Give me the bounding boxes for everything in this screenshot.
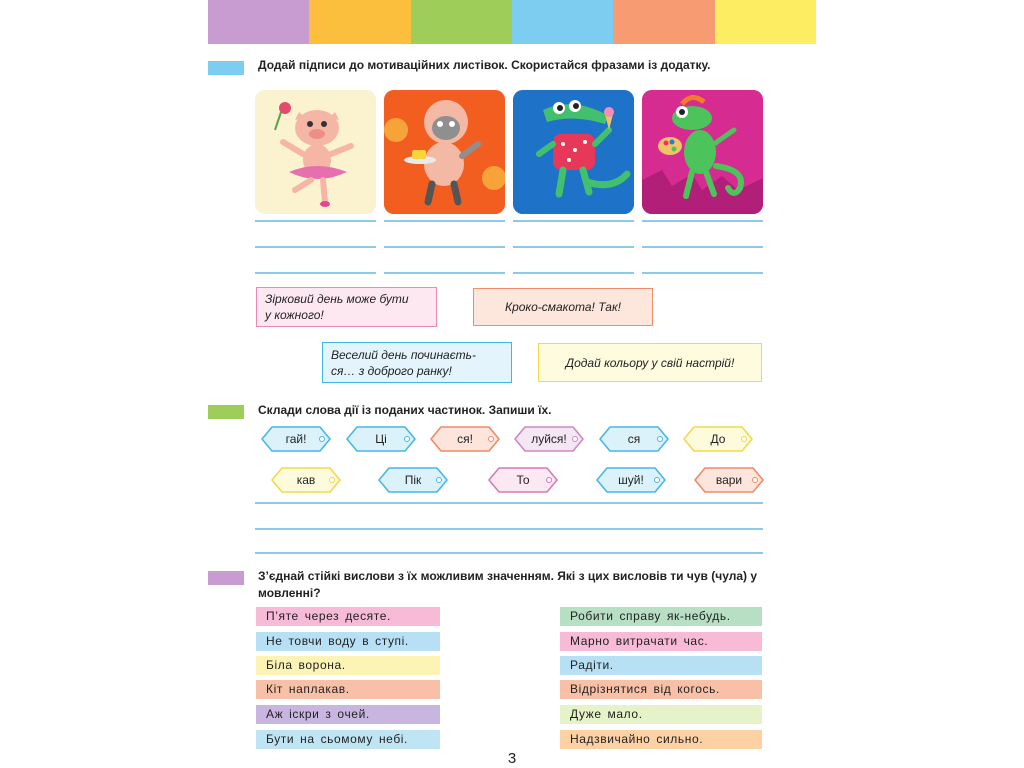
stripe xyxy=(411,0,512,44)
writing-line[interactable] xyxy=(255,246,376,248)
phrase-text: Кроко-смакота! Так! xyxy=(505,300,621,314)
writing-line[interactable] xyxy=(384,246,505,248)
phrase-text: Зірковий день може бути у кожного! xyxy=(265,292,409,322)
syllable-tag xyxy=(595,466,667,494)
phrase-text: Веселий день починаєть- ся… з доброго ранку! xyxy=(331,347,476,378)
syllable-tag xyxy=(693,466,765,494)
syllable-text: кав xyxy=(296,473,316,487)
task2-instruction: Склади слова дії із поданих частинок. Запиши їх. xyxy=(258,403,552,417)
syllable-text: Ці xyxy=(375,432,387,446)
idiom-box[interactable]: Не товчи воду в ступі. xyxy=(256,632,440,651)
pig-ballerina-illustration xyxy=(255,90,376,214)
writing-line[interactable] xyxy=(642,272,763,274)
color-stripe-header xyxy=(208,0,816,44)
stripe xyxy=(512,0,613,44)
syllable-tag xyxy=(345,425,417,453)
syllable-text: шуй! xyxy=(618,473,644,487)
syllable-tag xyxy=(598,425,670,453)
writing-line[interactable] xyxy=(384,220,505,222)
workbook-page xyxy=(208,0,816,768)
syllable-text: ся xyxy=(627,432,641,446)
meaning-box[interactable]: Марно витрачати час. xyxy=(560,632,762,651)
syllable-tag xyxy=(429,425,501,453)
task-marker xyxy=(208,571,244,585)
syllable-tag xyxy=(270,466,342,494)
meaning-box[interactable]: Робити справу як-небудь. xyxy=(560,607,762,626)
task1-instruction: Додай підписи до мотиваційних листівок. Скористайся фразами із додатку. xyxy=(258,58,711,72)
writing-line[interactable] xyxy=(513,272,634,274)
writing-line[interactable] xyxy=(513,220,634,222)
syllable-tag xyxy=(260,425,332,453)
stripe xyxy=(613,0,714,44)
writing-line[interactable] xyxy=(255,552,763,554)
card-chameleon-painter xyxy=(642,90,763,214)
card-crocodile-with-ice-cream xyxy=(513,90,634,214)
phrase-card xyxy=(256,287,437,327)
writing-line[interactable] xyxy=(642,220,763,222)
idiom-box[interactable]: Бути на сьомому небі. xyxy=(256,730,440,749)
meaning-box[interactable]: Дуже мало. xyxy=(560,705,762,724)
phrase-card xyxy=(538,343,762,382)
writing-line[interactable] xyxy=(384,272,505,274)
phrase-text: Додай кольору у свій настрій! xyxy=(565,355,735,370)
page-number: 3 xyxy=(507,750,517,767)
syllable-text: То xyxy=(516,473,530,487)
meaning-box[interactable]: Надзвичайно сильно. xyxy=(560,730,762,749)
task-marker xyxy=(208,405,244,419)
syllable-tag xyxy=(682,425,754,453)
writing-line[interactable] xyxy=(255,528,763,530)
idiom-box[interactable]: Біла ворона. xyxy=(256,656,440,675)
meaning-box[interactable]: Радіти. xyxy=(560,656,762,675)
syllable-text: луйся! xyxy=(531,432,567,446)
meaning-box[interactable]: Відрізнятися від когось. xyxy=(560,680,762,699)
task-marker xyxy=(208,61,244,75)
phrase-card xyxy=(322,342,512,383)
syllable-tag xyxy=(513,425,585,453)
syllable-text: До xyxy=(710,432,726,446)
writing-line[interactable] xyxy=(255,220,376,222)
card-sheep-with-cake xyxy=(384,90,505,214)
syllable-tag xyxy=(487,466,559,494)
syllable-text: гай! xyxy=(285,432,307,446)
syllable-text: Пік xyxy=(404,473,422,487)
syllable-text: вари xyxy=(715,473,743,487)
writing-line[interactable] xyxy=(513,246,634,248)
idiom-box[interactable]: Кіт наплакав. xyxy=(256,680,440,699)
card-pig-ballerina xyxy=(255,90,376,214)
task3-instruction: З’єднай стійкі вислови з їх можливим значенням. Які з цих висловів ти чув (чула) у мовленні? xyxy=(258,569,758,600)
writing-line[interactable] xyxy=(255,272,376,274)
stripe xyxy=(309,0,410,44)
stripe xyxy=(208,0,309,44)
writing-line[interactable] xyxy=(255,502,763,504)
stripe xyxy=(715,0,816,44)
syllable-tag xyxy=(377,466,449,494)
writing-line[interactable] xyxy=(642,246,763,248)
idiom-box[interactable]: П’яте через десяте. xyxy=(256,607,440,626)
idiom-box[interactable]: Аж іскри з очей. xyxy=(256,705,440,724)
syllable-text: ся! xyxy=(457,432,473,446)
chameleon-painter-illustration xyxy=(642,90,763,214)
sheep-with-cake-illustration xyxy=(384,90,505,214)
phrase-card xyxy=(473,288,653,326)
crocodile-with-ice-cream-illustration xyxy=(513,90,634,214)
